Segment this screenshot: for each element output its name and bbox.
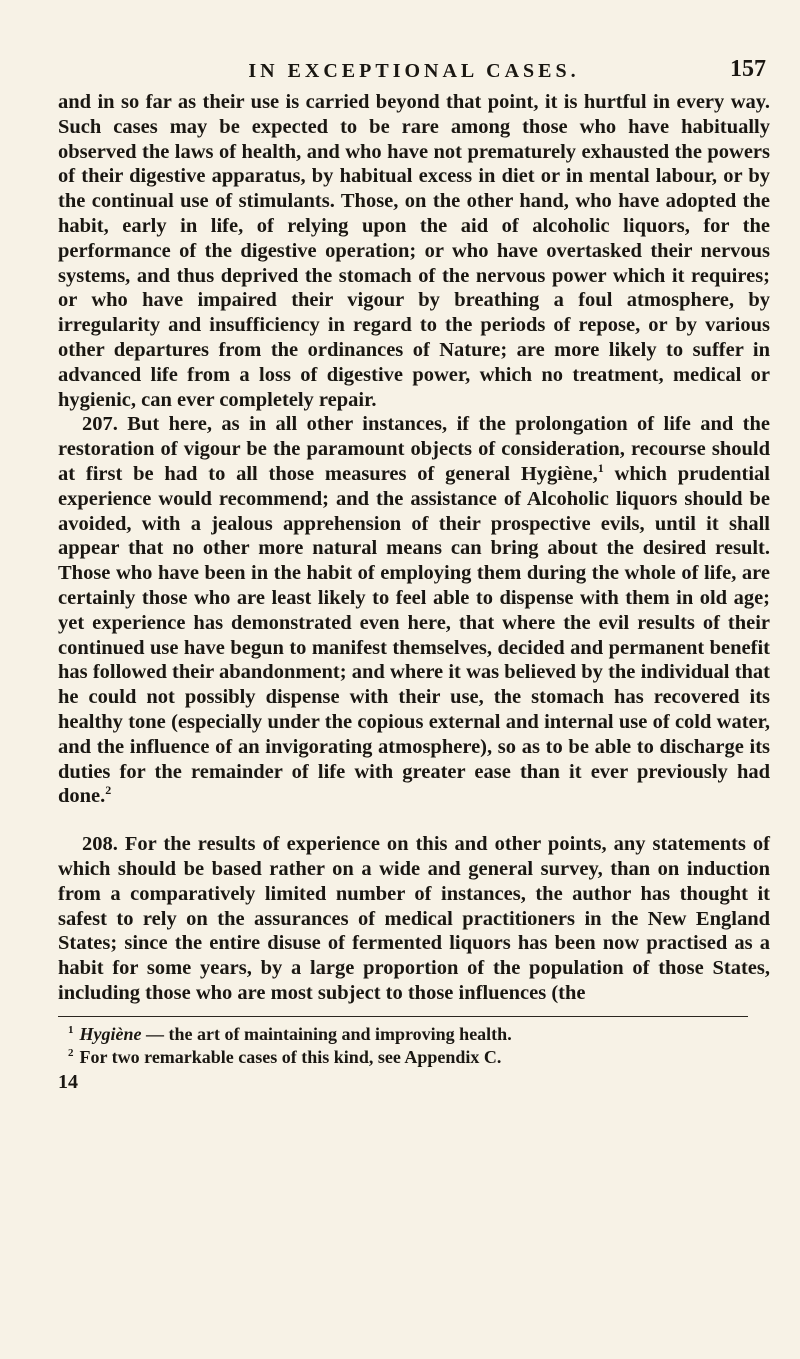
paragraph-208: 208. For the results of experience on this and other points, any statements of which should be based rather on a wide and general survey, than on induction from a comparatively limited number of instances, the author has thought it safest to rely on the assurances of medical practitioners in the New England States; since the entire disuse of fermented liquors has been now practised as a habit for some years, by a large proportion of the population of those States, including those who are most subject to those influences (the bbox=[58, 833, 770, 1004]
footnote-1-term: Hygiène bbox=[79, 1023, 142, 1044]
footnote-2-mark: 2 bbox=[68, 1046, 74, 1059]
footnote-1-mark: 1 bbox=[68, 1023, 74, 1036]
footnote-ref-2: 2 bbox=[105, 783, 112, 798]
running-title: IN EXCEPTIONAL CASES. bbox=[248, 60, 580, 82]
page-number: 157 bbox=[730, 56, 766, 82]
paragraph-207-text-a: 207. But here, as in all other instances, if the prolongation of life and the restoration of vigour be the paramount objects of consideration, recourse should at first be had to all those measures of general Hygiène, bbox=[58, 413, 770, 485]
paragraph-207-text-b: which prudential experience would recommend; and the assistance of Alcoholic liquors should be avoided, with a jealous apprehension of their prospective evils, until it shall appear that no other more natural means can bring about the desired result. Those who have been in the habit of employing them during the whole of life, are certainly those who are least likely to feel able to dispense with them in old age; yet experience has demonstrated even here, that where the evil results of their continued use have begun to manifest themselves, decided and permanent benefit has followed their abandonment; and where it was believed by the individual that he could not possibly dispense with their use, the stomach has recovered its healthy tone (especially under the copious external and internal use of cold water, and the influence of an invigorating atmosphere), so as to be able to discharge its duties for the remainder of life with greater ease than it ever previously had done. bbox=[58, 462, 770, 808]
paragraph-207 bbox=[58, 412, 770, 809]
footnote-1 bbox=[58, 1023, 770, 1046]
footnote-2 bbox=[58, 1046, 770, 1069]
book-page bbox=[58, 56, 770, 1094]
signature-mark: 14 bbox=[58, 1070, 78, 1093]
footnote-2-text: For two remarkable cases of this kind, see Appendix C. bbox=[79, 1046, 502, 1067]
footnote-rule bbox=[58, 1016, 748, 1017]
footnote-ref-1: 1 bbox=[597, 461, 604, 476]
running-head bbox=[58, 56, 770, 90]
body-text bbox=[58, 90, 770, 1006]
footnotes bbox=[58, 1023, 770, 1069]
footnote-1-text: — the art of maintaining and improving health. bbox=[141, 1023, 512, 1044]
paragraph-continuation: and in so far as their use is carried beyond that point, it is hurtful in every way. Such cases may be expected to be rare among those who have habitually observed the laws of health, and who have not prematurely exhausted the powers of their digestive apparatus, by habitual excess in diet or in mental labour, or by the continual use of stimulants. Those, on the other hand, who have adopted the habit, early in life, of relying upon the aid of alcoholic liquors, for the performance of the digestive operation; or who have overtasked their nervous systems, and thus deprived the stomach of the nervous power which it requires; or who have impaired their vigour by breathing a foul atmosphere, by irregularity and insufficiency in regard to the periods of repose, or by various other departures from the ordinances of Nature; are more likely to suffer in advanced life from a loss of digestive power, which no treatment, medical or hygienic, can ever completely repair. bbox=[58, 91, 770, 411]
